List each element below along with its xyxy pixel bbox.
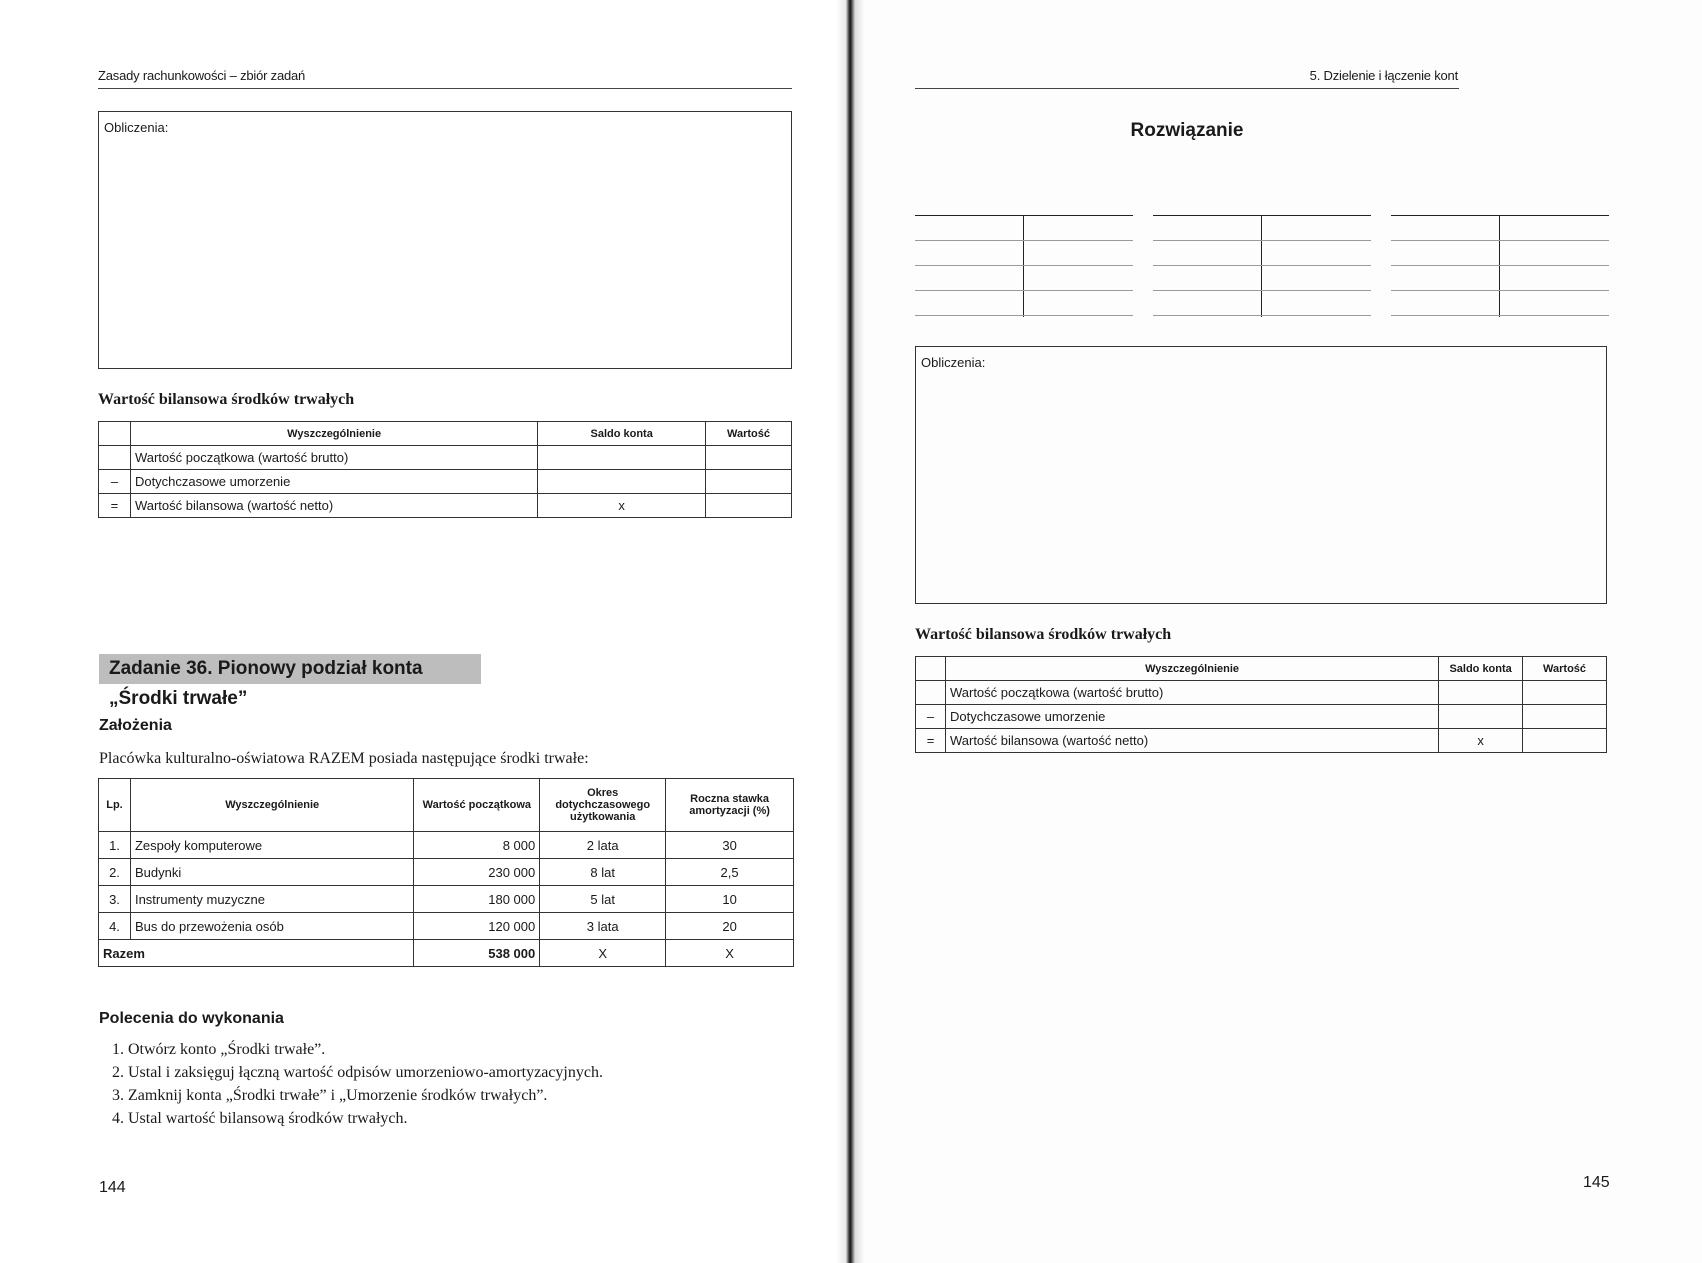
total-label: Razem <box>99 940 414 967</box>
table-row <box>916 729 1607 753</box>
column-header: Roczna stawka amortyzacji (%) <box>666 779 794 832</box>
task-title: Zadanie 36. Pionowy podział konta „Środki trwałe” <box>99 654 481 684</box>
lp-cell: 4. <box>99 913 131 940</box>
table-row <box>99 470 792 494</box>
sign-header <box>99 422 131 446</box>
left-page <box>0 0 848 1263</box>
calculations-box[interactable] <box>98 111 792 369</box>
header-rule <box>98 88 792 89</box>
calculations-label: Obliczenia: <box>921 355 986 370</box>
list-item: 4. Ustal wartość bilansową środków trwałych. <box>128 1107 748 1130</box>
rate-cell: 20 <box>666 913 794 940</box>
value-cell[interactable] <box>1523 729 1607 753</box>
column-header: Saldo konta <box>1439 657 1523 681</box>
right-page <box>848 0 1702 1263</box>
sign-cell: = <box>99 494 131 518</box>
page-number: 145 <box>1583 1174 1610 1191</box>
lp-cell: 1. <box>99 832 131 859</box>
table-row <box>916 705 1607 729</box>
saldo-cell[interactable]: x <box>538 494 706 518</box>
value-cell[interactable] <box>706 494 792 518</box>
value-cell[interactable] <box>706 470 792 494</box>
list-item: 2. Ustal i zaksięguj łączną wartość odpisów umorzeniowo-amortyzacyjnych. <box>128 1061 748 1084</box>
total-period: X <box>540 940 666 967</box>
saldo-cell[interactable] <box>1439 681 1523 705</box>
label-cell: Dotychczasowe umorzenie <box>130 470 537 494</box>
table-row <box>99 832 794 859</box>
sign-cell: – <box>99 470 131 494</box>
table-row <box>99 913 794 940</box>
rate-cell: 2,5 <box>666 859 794 886</box>
column-header: Wyszczególnienie <box>130 779 413 832</box>
table-row <box>99 859 794 886</box>
total-value: 538 000 <box>414 940 540 967</box>
total-rate: X <box>666 940 794 967</box>
running-header: Zasady rachunkowości – zbiór zadań <box>98 68 306 83</box>
table-row <box>99 446 792 470</box>
solution-title: Rozwiązanie <box>1130 120 1244 141</box>
saldo-cell[interactable] <box>538 470 706 494</box>
value-cell[interactable] <box>1523 705 1607 729</box>
assumptions-text: Placówka kulturalno-oświatowa RAZEM posiada następujące środki trwałe: <box>99 750 589 767</box>
name-cell: Zespoły komputerowe <box>130 832 413 859</box>
book-spine <box>836 0 864 1263</box>
value-cell: 8 000 <box>414 832 540 859</box>
t-account[interactable] <box>915 215 1133 317</box>
page-number: 144 <box>99 1179 126 1196</box>
column-header: Wyszczególnienie <box>130 422 537 446</box>
t-account[interactable] <box>1153 215 1371 317</box>
table-row <box>916 681 1607 705</box>
value-cell[interactable] <box>1523 681 1607 705</box>
calculations-box[interactable] <box>915 346 1607 604</box>
saldo-cell[interactable] <box>538 446 706 470</box>
commands-title: Polecenia do wykonania <box>99 1010 284 1027</box>
label-cell: Dotychczasowe umorzenie <box>945 705 1438 729</box>
sign-header <box>916 657 946 681</box>
header-rule <box>915 88 1459 89</box>
sign-cell <box>916 681 946 705</box>
assumptions-title: Założenia <box>99 717 172 734</box>
table-header-row <box>99 779 794 832</box>
column-header: Saldo konta <box>538 422 706 446</box>
name-cell: Bus do przewożenia osób <box>130 913 413 940</box>
assets-table <box>98 778 794 967</box>
t-account[interactable] <box>1391 215 1609 317</box>
period-cell: 5 lat <box>540 886 666 913</box>
value-cell: 180 000 <box>414 886 540 913</box>
calculations-label: Obliczenia: <box>104 120 169 135</box>
lp-cell: 2. <box>99 859 131 886</box>
list-item: 3. Zamknij konta „Środki trwałe” i „Umorzenie środków trwałych”. <box>128 1084 748 1107</box>
balance-title: Wartość bilansowa środków trwałych <box>98 391 355 408</box>
value-cell: 230 000 <box>414 859 540 886</box>
running-header: 5. Dzielenie i łączenie kont <box>1309 68 1458 83</box>
sign-cell: = <box>916 729 946 753</box>
period-cell: 8 lat <box>540 859 666 886</box>
table-header-row <box>916 657 1607 681</box>
column-header: Lp. <box>99 779 131 832</box>
table-header-row <box>99 422 792 446</box>
column-header: Okres dotychczasowego użytkowania <box>540 779 666 832</box>
name-cell: Instrumenty muzyczne <box>130 886 413 913</box>
name-cell: Budynki <box>130 859 413 886</box>
sign-cell <box>99 446 131 470</box>
period-cell: 3 lata <box>540 913 666 940</box>
label-cell: Wartość początkowa (wartość brutto) <box>130 446 537 470</box>
table-row <box>99 886 794 913</box>
table-row <box>99 494 792 518</box>
value-cell[interactable] <box>706 446 792 470</box>
rate-cell: 10 <box>666 886 794 913</box>
value-cell: 120 000 <box>414 913 540 940</box>
balance-table <box>915 656 1607 753</box>
rate-cell: 30 <box>666 832 794 859</box>
lp-cell: 3. <box>99 886 131 913</box>
label-cell: Wartość początkowa (wartość brutto) <box>945 681 1438 705</box>
column-header: Wartość <box>706 422 792 446</box>
balance-table <box>98 421 792 518</box>
sign-cell: – <box>916 705 946 729</box>
commands-list <box>104 1038 748 1130</box>
list-item: 1. Otwórz konto „Środki trwałe”. <box>128 1038 748 1061</box>
balance-title: Wartość bilansowa środków trwałych <box>915 626 1172 643</box>
column-header: Wartość początkowa <box>414 779 540 832</box>
column-header: Wyszczególnienie <box>945 657 1438 681</box>
label-cell: Wartość bilansowa (wartość netto) <box>130 494 537 518</box>
label-cell: Wartość bilansowa (wartość netto) <box>945 729 1438 753</box>
saldo-cell[interactable]: x <box>1439 729 1523 753</box>
table-total-row <box>99 940 794 967</box>
period-cell: 2 lata <box>540 832 666 859</box>
saldo-cell[interactable] <box>1439 705 1523 729</box>
column-header: Wartość <box>1523 657 1607 681</box>
